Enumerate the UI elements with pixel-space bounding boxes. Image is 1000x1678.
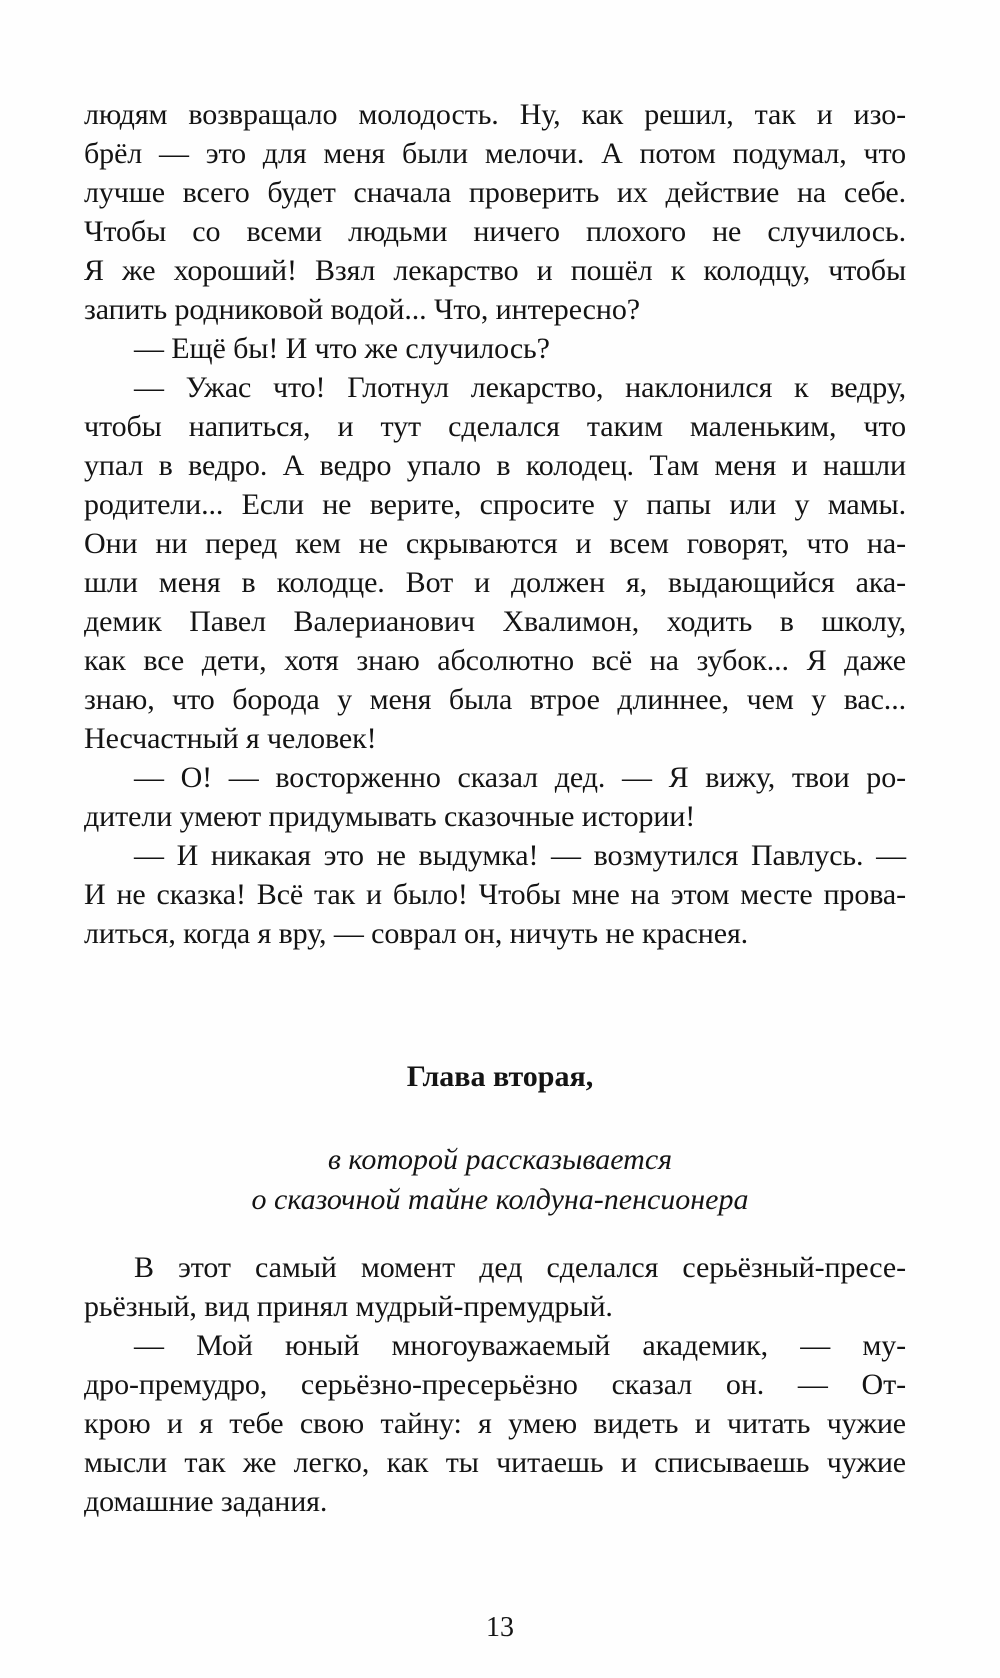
text-line: — Ужас что! Глотнул лекарство, наклонился к ведру, — [134, 371, 906, 404]
text-line: — И никакая это не выдумка! — возмутился Павлусь. — — [134, 839, 906, 872]
chapter-subtitle-line-2: о сказочной тайне колдуна-пенсионера — [251, 1183, 749, 1216]
chapter-heading: Глава вторая, — [406, 1060, 594, 1093]
text-line: И не сказка! Всё так и было! Чтобы мне на этом месте прова- — [84, 878, 906, 911]
text-line: — О! — восторженно сказал дед. — Я вижу, твои ро- — [134, 761, 906, 794]
text-line: упал в ведро. А ведро упало в колодец. Там меня и нашли — [84, 449, 906, 482]
text-line: мысли так же легко, как ты читаешь и списываешь чужие — [84, 1446, 906, 1479]
text-line: запить родниковой водой... Что, интересно? — [84, 293, 640, 326]
page-number: 13 — [486, 1612, 514, 1643]
paragraph-block-bottom — [84, 1248, 906, 1521]
text-line: родители... Если не верите, спросите у папы или у мамы. — [84, 488, 906, 521]
chapter-subtitle — [0, 1140, 1000, 1220]
text-line: — Мой юный многоуважаемый академик, — му- — [134, 1329, 906, 1362]
text-line: Они ни перед кем не скрываются и всем говорят, что на- — [84, 527, 906, 560]
text-line: Чтобы со всеми людьми ничего плохого не случилось. — [84, 215, 906, 248]
text-line: литься, когда я вру, — соврал он, ничуть не краснея. — [84, 917, 749, 950]
text-line: домашние задания. — [84, 1485, 328, 1518]
chapter-subtitle-line-1: в которой рассказывается — [327, 1143, 673, 1176]
text-line: шли меня в колодце. Вот и должен я, выдающийся ака- — [84, 566, 906, 599]
text-line: рьёзный, вид принял мудрый-премудрый. — [84, 1290, 613, 1323]
text-line: дители умеют придумывать сказочные истории! — [84, 800, 696, 833]
text-line: — Ещё бы! И что же случилось? — [134, 332, 550, 365]
text-line: чтобы напиться, и тут сделался таким маленьким, что — [84, 410, 906, 443]
text-line: Я же хороший! Взял лекарство и пошёл к колодцу, чтобы — [84, 254, 906, 287]
text-line: В этот самый момент дед сделался серьёзный-пресе- — [134, 1251, 906, 1284]
text-line: демик Павел Валерианович Хвалимон, ходить в школу, — [84, 605, 906, 638]
text-line: Несчастный я человек! — [84, 722, 377, 755]
text-line: лучше всего будет сначала проверить их действие на себе. — [84, 176, 906, 209]
text-line: дро-премудро, серьёзно-пресерьёзно сказал он. — От- — [84, 1368, 906, 1401]
text-line: брёл — это для меня были мелочи. А потом подумал, что — [84, 137, 906, 170]
text-line: знаю, что борода у меня была втрое длиннее, чем у вас... — [84, 683, 906, 716]
text-line: людям возвращало молодость. Ну, как решил, так и изо- — [84, 98, 906, 131]
paragraph-block-top — [84, 95, 906, 953]
text-line: крою и я тебе свою тайну: я умею видеть и читать чужие — [84, 1407, 906, 1440]
text-line: как все дети, хотя знаю абсолютно всё на зубок... Я даже — [84, 644, 906, 677]
